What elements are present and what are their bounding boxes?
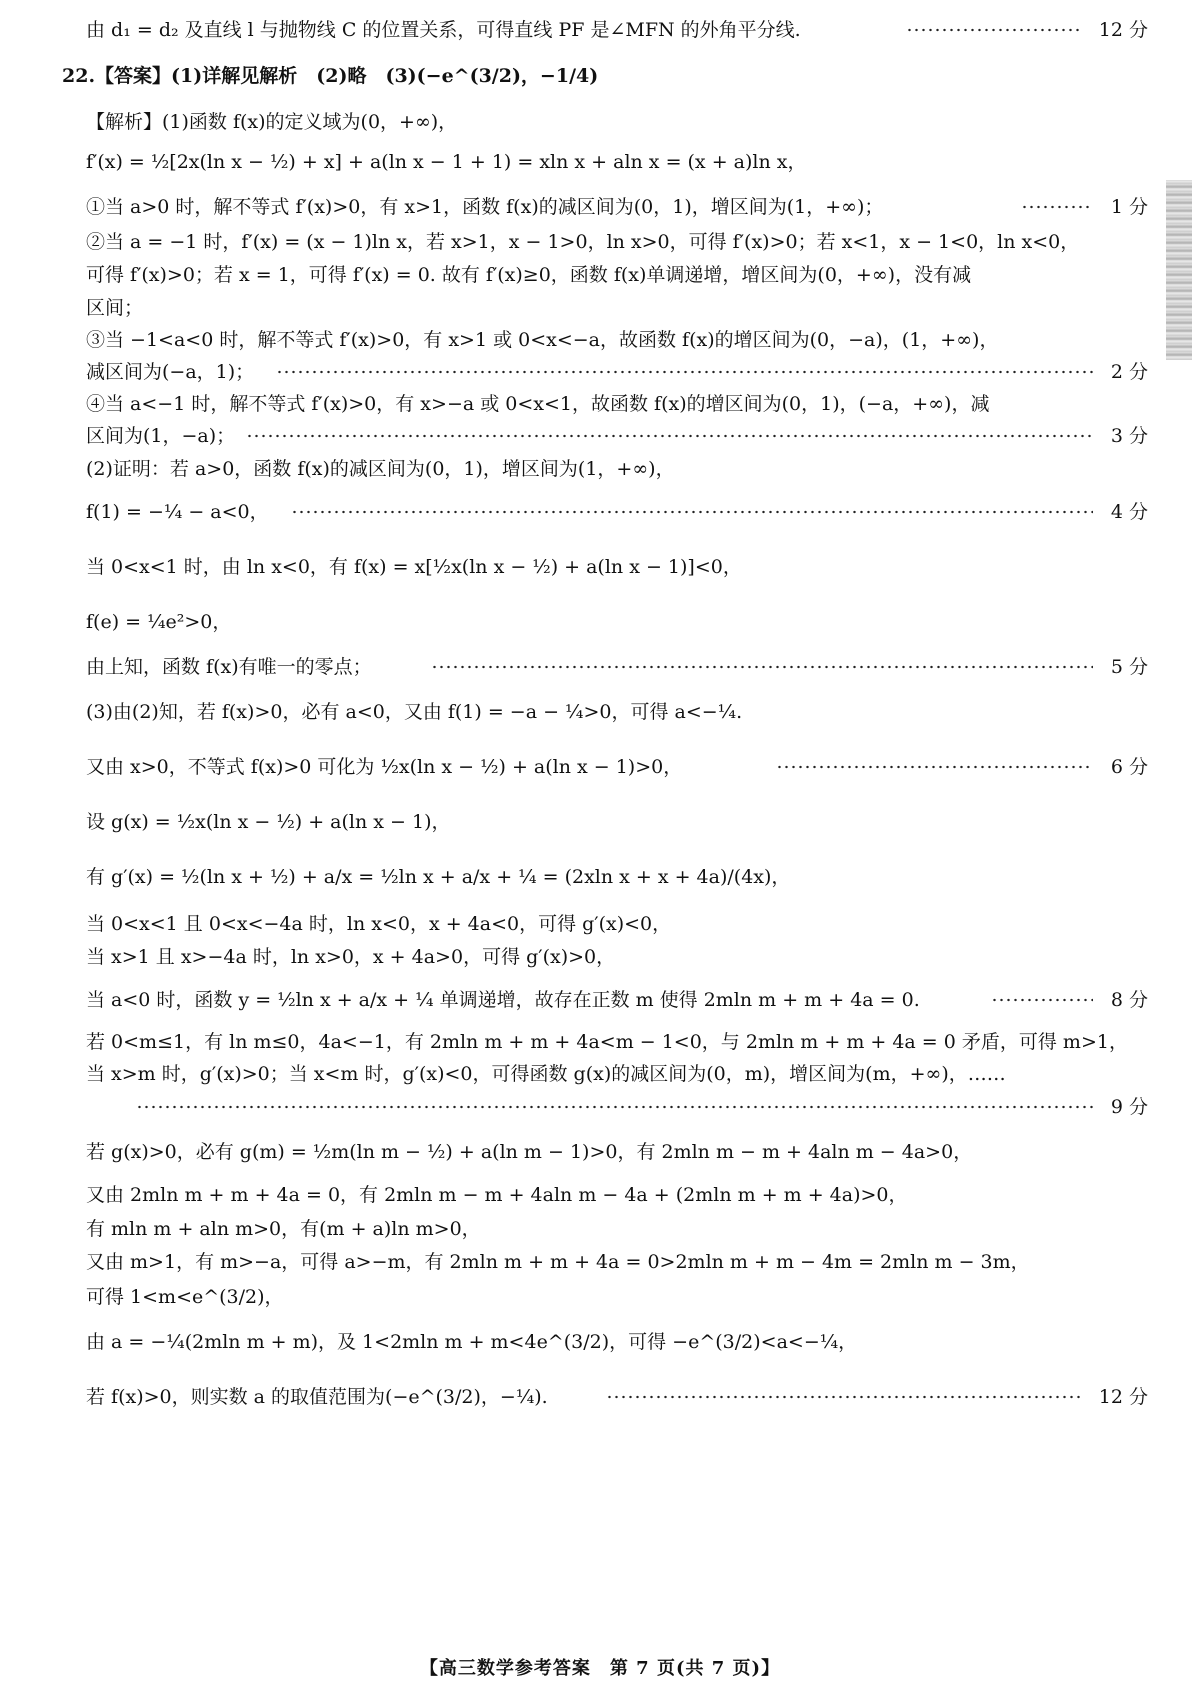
score-label: 1 分 (1107, 195, 1148, 219)
text-line (86, 1183, 1148, 1207)
text-line (86, 392, 1148, 416)
text-line (86, 945, 1148, 969)
line-text: f′(x) = ½[2x(ln x − ½) + x] + a(ln x − 1 + 1) = xln x + aln x = (x + a)ln x， (86, 151, 807, 173)
text-line (86, 655, 1148, 679)
line-text: 又由 m>1，有 m>−a，可得 a>−m，有 2mln m + m + 4a = 0>2mln m + m − 4m = 2mln m − 3m， (86, 1251, 1030, 1273)
line-text: ①当 a>0 时，解不等式 f′(x)>0，有 x>1，函数 f(x)的减区间为(0，1)，增区间为(1，+∞)； (86, 196, 884, 218)
leader-dots (776, 755, 1093, 779)
score-label: 5 分 (1107, 655, 1148, 679)
score-label: 9 分 (1107, 1095, 1148, 1119)
leader-dots (246, 424, 1093, 448)
text-line (86, 865, 1148, 889)
line-text: 可得 1<m<e^(3/2)， (86, 1286, 284, 1308)
text-line (86, 328, 1148, 352)
text-line (86, 988, 1148, 1012)
line-text: 可得 f′(x)>0；若 x = 1，可得 f′(x) = 0. 故有 f′(x)≥0，函数 f(x)单调递增，增区间为(0，+∞)，没有减 (86, 264, 972, 286)
text-line (86, 296, 1148, 320)
text-line (86, 424, 1148, 448)
line-text: 若 f(x)>0，则实数 a 的取值范围为(−e^(3/2)，−¼). (86, 1386, 548, 1408)
text-line (86, 912, 1148, 936)
text-line (86, 457, 1148, 481)
text-line (86, 1095, 1148, 1119)
text-line (86, 1285, 1148, 1309)
line-text: ②当 a = −1 时，f′(x) = (x − 1)ln x，若 x>1，x − 1>0，ln x>0，可得 f′(x)>0；若 x<1，x − 1<0，ln x<0， (86, 231, 1080, 253)
score-label: 6 分 (1107, 755, 1148, 779)
leader-dots (136, 1095, 1093, 1119)
line-text: 当 x>1 且 x>−4a 时，ln x>0，x + 4a>0，可得 g′(x)>0， (86, 946, 616, 968)
line-text: 有 mln m + aln m>0，有(m + a)ln m>0， (86, 1218, 481, 1240)
text-line (86, 1140, 1148, 1164)
text-line (86, 1217, 1148, 1241)
line-text: 由上知，函数 f(x)有唯一的零点； (86, 656, 372, 678)
line-text: 当 a<0 时，函数 y = ½ln x + a/x + ¼ 单调递增，故存在正数 m 使得 2mln m + m + 4a = 0. (86, 989, 920, 1011)
line-text: 若 0<m≤1，有 ln m≤0，4a<−1，有 2mln m + m + 4a<m − 1<0，与 2mln m + m + 4a = 0 矛盾，可得 m>1， (86, 1031, 1128, 1053)
line-text: f(e) = ¼e²>0， (86, 611, 232, 633)
line-text: 又由 2mln m + m + 4a = 0，有 2mln m − m + 4aln m − 4a + (2mln m + m + 4a)>0， (86, 1184, 908, 1206)
line-text: 当 x>m 时，g′(x)>0；当 x<m 时，g′(x)<0，可得函数 g(x)的减区间为(0，m)，增区间为(m，+∞)，…… (86, 1063, 1006, 1085)
text-line (86, 1062, 1148, 1086)
score-label: 4 分 (1107, 500, 1148, 524)
text-line (86, 555, 1148, 579)
text-line (86, 110, 1148, 134)
line-text: f(1) = −¼ − a<0， (86, 501, 269, 523)
answer-heading (62, 64, 1148, 88)
line-text: 【解析】(1)函数 f(x)的定义域为(0，+∞)， (86, 111, 458, 133)
text-line (86, 263, 1148, 287)
score-label: 2 分 (1107, 360, 1148, 384)
page-footer: 【高三数学参考答案 第 7 页(共 7 页)】 (419, 1658, 781, 1679)
score-label: 8 分 (1107, 988, 1148, 1012)
line-text: 由 a = −¼(2mln m + m)，及 1<2mln m + m<4e^(3/2)，可得 −e^(3/2)<a<−¼， (86, 1331, 858, 1353)
line-text: 若 g(x)>0，必有 g(m) = ½m(ln m − ½) + a(ln m − 1)>0，有 2mln m − m + 4aln m − 4a>0， (86, 1141, 973, 1163)
line-text: 减区间为(−a，1)； (86, 361, 255, 383)
line-text: ④当 a<−1 时，解不等式 f′(x)>0，有 x>−a 或 0<x<1，故函数 f(x)的增区间为(0，1)，(−a，+∞)，减 (86, 393, 990, 415)
leader-dots (431, 655, 1093, 679)
text-line (86, 360, 1148, 384)
text-line (86, 1250, 1148, 1274)
text-line (86, 195, 1148, 219)
text-line (86, 755, 1148, 779)
text-line (86, 18, 1148, 42)
score-label: 12 分 (1095, 1385, 1148, 1409)
line-text: 设 g(x) = ½x(ln x − ½) + a(ln x − 1)， (86, 811, 451, 833)
text-line (86, 610, 1148, 634)
line-text: 区间； (86, 297, 144, 319)
leader-dots (906, 18, 1082, 42)
line-text: 当 0<x<1 时，由 ln x<0，有 f(x) = x[½x(ln x − ½) + a(ln x − 1)]<0， (86, 556, 742, 578)
line-text: 有 g′(x) = ½(ln x + ½) + a/x = ½ln x + a/x + ¼ = (2xln x + x + 4a)/(4x)， (86, 866, 791, 888)
line-text: ③当 −1<a<0 时，解不等式 f′(x)>0，有 x>1 或 0<x<−a，故函数 f(x)的增区间为(0，−a)，(1，+∞)， (86, 329, 999, 351)
text-line (86, 700, 1148, 724)
text-line (86, 1330, 1148, 1354)
leader-dots (606, 1385, 1082, 1409)
text-line (86, 500, 1148, 524)
leader-dots (991, 988, 1093, 1012)
leader-dots (1021, 195, 1093, 219)
line-text: 22.【答案】(1)详解见解析 (2)略 (3)(−e^(3/2)，−1/4) (62, 65, 599, 87)
line-text: (2)证明：若 a>0，函数 f(x)的减区间为(0，1)，增区间为(1，+∞)， (86, 458, 675, 480)
line-text: 区间为(1，−a)； (86, 425, 236, 447)
line-text: 由 d₁ = d₂ 及直线 l 与抛物线 C 的位置关系，可得直线 PF 是∠MFN 的外角平分线. (86, 19, 801, 41)
line-text: (3)由(2)知，若 f(x)>0，必有 a<0，又由 f(1) = −a − ¼>0，可得 a<−¼. (86, 701, 743, 723)
leader-dots (276, 360, 1093, 384)
text-line (86, 150, 1148, 174)
score-label: 12 分 (1095, 18, 1148, 42)
text-line (86, 810, 1148, 834)
leader-dots (291, 500, 1093, 524)
score-label: 3 分 (1107, 424, 1148, 448)
text-line (86, 1385, 1148, 1409)
line-text: 又由 x>0，不等式 f(x)>0 可化为 ½x(ln x − ½) + a(ln x − 1)>0， (86, 756, 683, 778)
text-line (86, 230, 1148, 254)
line-text: 当 0<x<1 且 0<x<−4a 时，ln x<0，x + 4a<0，可得 g′(x)<0， (86, 913, 672, 935)
text-line (86, 1030, 1148, 1054)
scan-margin-mark (1166, 180, 1192, 360)
